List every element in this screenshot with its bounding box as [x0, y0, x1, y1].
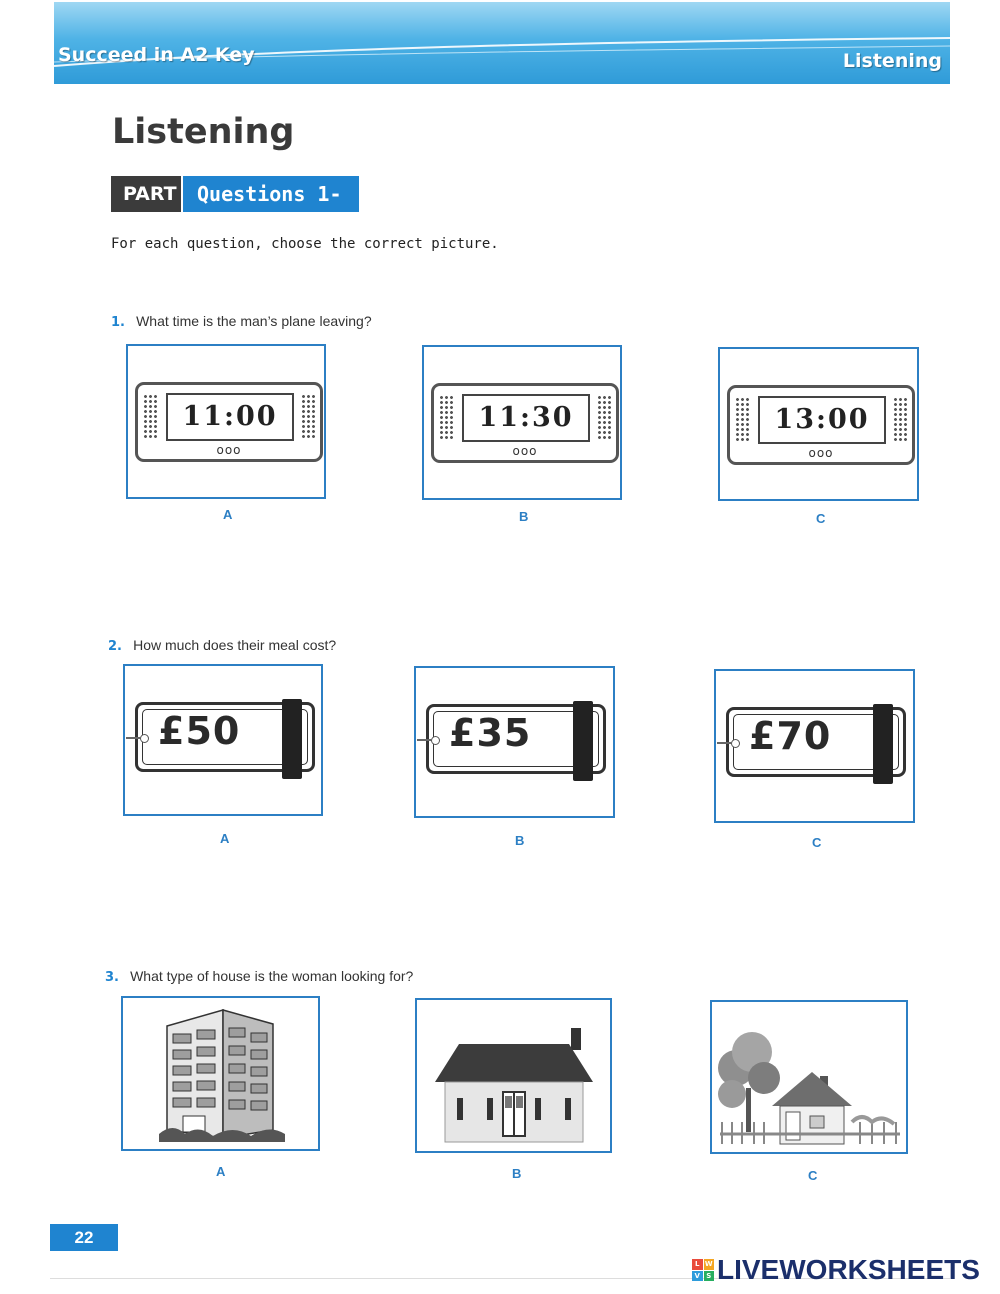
clock-icon	[135, 382, 323, 462]
option-1a-letter: A	[223, 507, 233, 522]
price-value: £70	[749, 714, 832, 758]
option-2a-frame[interactable]	[123, 664, 323, 816]
cottage-with-tree-icon	[712, 1002, 906, 1152]
option-3b-letter: B	[512, 1166, 522, 1181]
part-label: PART 1	[111, 176, 181, 212]
apartment-building-icon	[123, 998, 318, 1149]
question-text: What time is the man’s plane leaving?	[136, 313, 372, 329]
price-tag-icon	[726, 707, 906, 777]
book-title: Succeed in A2 Key	[58, 44, 255, 66]
price-value: £50	[158, 709, 241, 753]
question-text: What type of house is the woman looking for?	[130, 968, 414, 984]
clock-buttons: ooo	[512, 444, 538, 458]
option-2b-frame[interactable]	[414, 666, 615, 818]
clock-buttons: ooo	[808, 446, 834, 460]
page-title: Listening	[112, 112, 295, 152]
option-1b-letter: B	[519, 509, 529, 524]
price-tag-icon	[426, 704, 606, 774]
question-number: 2.	[108, 639, 122, 654]
bungalow-icon	[417, 1000, 610, 1151]
question-text: How much does their meal cost?	[133, 637, 337, 653]
question-3	[105, 966, 413, 985]
liveworksheets-logo-icon: L W V S	[692, 1259, 714, 1281]
option-2c-frame[interactable]	[714, 669, 915, 823]
brand-name: LIVEWORKSHEETS	[717, 1254, 980, 1285]
option-1c-letter: C	[816, 511, 826, 526]
part-heading	[111, 176, 359, 242]
clock-time: 11:00	[182, 401, 278, 432]
question-number: 1.	[111, 315, 125, 330]
price-value: £35	[449, 711, 532, 755]
price-tag-icon	[135, 702, 315, 772]
clock-time: 13:00	[774, 404, 870, 435]
option-1c-frame[interactable]	[718, 347, 919, 501]
page-number: 22	[50, 1224, 118, 1251]
option-1b-frame[interactable]	[422, 345, 622, 500]
clock-icon	[727, 385, 915, 465]
option-3b-frame[interactable]	[415, 998, 612, 1153]
question-2	[108, 635, 336, 654]
question-number: 3.	[105, 970, 119, 985]
header-banner	[54, 2, 950, 84]
clock-buttons: ooo	[216, 443, 242, 457]
section-label: Listening	[842, 50, 942, 72]
instruction: For each question, choose the correct picture.	[111, 236, 499, 252]
option-3c-frame[interactable]	[710, 1000, 908, 1154]
question-1	[111, 311, 372, 330]
option-3a-frame[interactable]	[121, 996, 320, 1151]
option-2b-letter: B	[515, 833, 525, 848]
questions-range: Questions 1-5	[183, 176, 359, 212]
clock-icon	[431, 383, 619, 463]
option-1a-frame[interactable]	[126, 344, 326, 499]
clock-time: 11:30	[478, 402, 574, 433]
option-3c-letter: C	[808, 1168, 818, 1183]
option-3a-letter: A	[216, 1164, 226, 1179]
option-2a-letter: A	[220, 831, 230, 846]
liveworksheets-brand[interactable]	[692, 1254, 980, 1286]
option-2c-letter: C	[812, 835, 822, 850]
